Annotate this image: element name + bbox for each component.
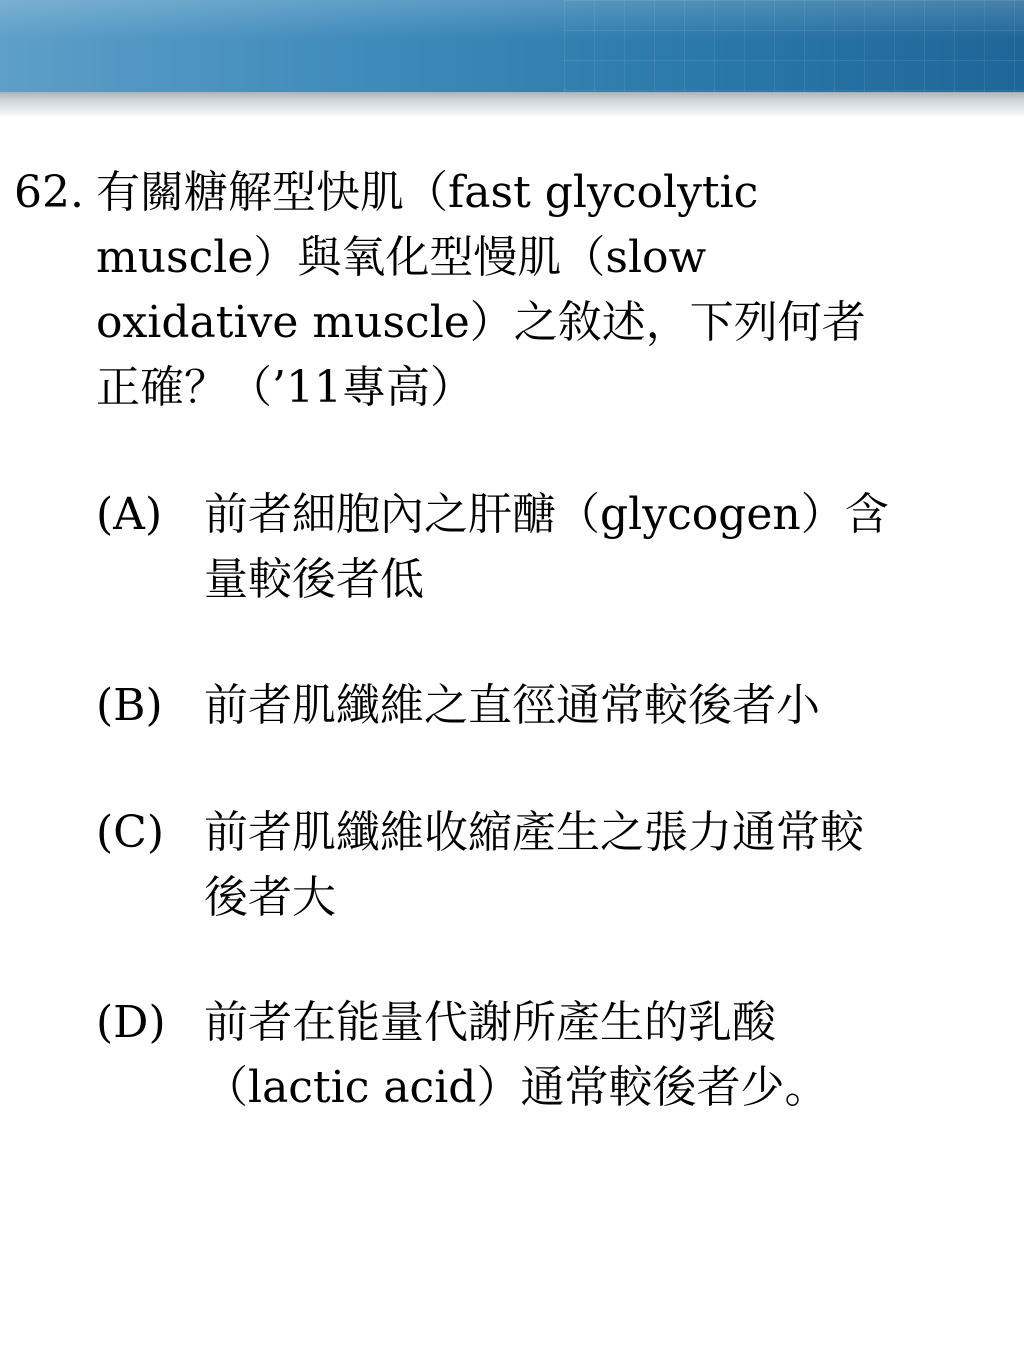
question-text-line-3: oxidative muscle）之敘述，下列何者 [96,297,866,348]
question-text-line-4: 正確？（’11專高） [96,362,474,413]
question-text-line-1: 有關糖解型快肌（fast glycolytic [96,167,759,218]
header-shine [0,0,1024,40]
option-c-text-line-2: 後者大 [204,872,336,923]
question-number: 62. [14,167,84,218]
option-a-text-line-1: 前者細胞內之肝醣（glycogen）含 [204,489,889,540]
option-a-label: (A) [96,489,163,540]
option-d-text-line-1: 前者在能量代謝所產生的乳酸 [204,997,776,1048]
question-text-line-2: muscle）與氧化型慢肌（slow [96,232,707,283]
header-banner [0,0,1024,92]
header-divider [0,92,1024,118]
option-c-text-line-1: 前者肌纖維收縮產生之張力通常較 [204,807,864,858]
option-c-label: (C) [96,807,164,858]
option-b-text-line-1: 前者肌纖維之直徑通常較後者小 [204,680,820,731]
option-a-text-line-2: 量較後者低 [204,554,424,605]
option-b-label: (B) [96,680,163,731]
option-d-label: (D) [96,997,166,1048]
option-d-text-line-2: （lactic acid）通常較後者少。 [204,1062,829,1113]
